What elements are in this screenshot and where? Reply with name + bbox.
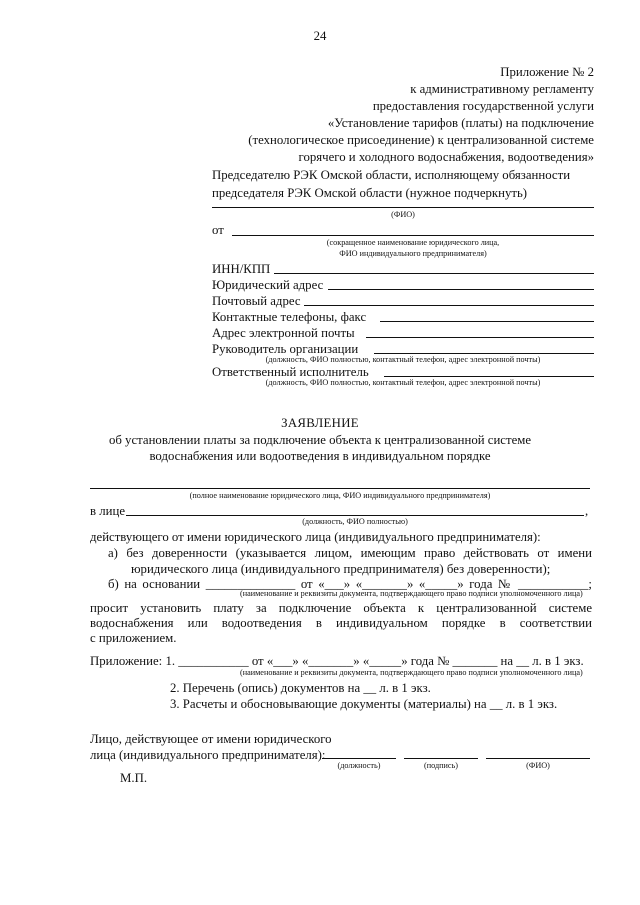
option-a-line-2: юридического лица (индивидуального предпринимателя) без доверенности); bbox=[131, 562, 551, 576]
from-caption-2: ФИО индивидуального предпринимателя) bbox=[339, 249, 487, 258]
acting-text: действующего от имени юридического лица (индивидуального предпринимателя): bbox=[90, 530, 541, 544]
position-field[interactable] bbox=[322, 758, 396, 759]
from-caption-1: (сокращенное наименование юридического лица, bbox=[326, 238, 500, 247]
applicant-name-caption: (полное наименование юридического лица, ФИО индивидуального предпринимателя) bbox=[189, 491, 491, 500]
annex-line-1: Приложение № 2 bbox=[500, 65, 594, 79]
postal-address-field[interactable] bbox=[304, 305, 594, 306]
page-number: 24 bbox=[313, 29, 327, 43]
annex-line-6: горячего и холодного водоснабжения, водоотведения» bbox=[298, 150, 594, 164]
legal-address-field[interactable] bbox=[328, 289, 594, 290]
head-field[interactable] bbox=[374, 353, 594, 354]
annex-line-2: к административному регламенту bbox=[410, 82, 594, 96]
in-person-label: в лице bbox=[90, 504, 126, 518]
statement-heading: ЗАЯВЛЕНИЕ bbox=[281, 416, 359, 430]
statement-subtitle-1: об установлении платы за подключение объекта к централизованной системе bbox=[108, 433, 532, 447]
addressee-line-2: председателя РЭК Омской области (нужное подчеркнуть) bbox=[212, 186, 528, 200]
signature-field[interactable] bbox=[404, 758, 478, 759]
addressee-line-1: Председателю РЭК Омской области, исполняющему обязанности bbox=[212, 168, 571, 182]
legal-address-label: Юридический адрес bbox=[212, 278, 324, 292]
stamp-label: М.П. bbox=[120, 771, 148, 785]
email-label: Адрес электронной почты bbox=[212, 326, 355, 340]
appendix-item-1-caption: (наименование и реквизиты документа, подтверждающего право подписи уполномоченного лица) bbox=[240, 668, 583, 677]
request-line-1: просит установить плату за подключение объекта к централизованной системе bbox=[90, 601, 592, 615]
head-caption: (должность, ФИО полностью, контактный телефон, адрес электронной почты) bbox=[265, 355, 541, 364]
statement-subtitle-2: водоснабжения или водоотведения в индивидуальном порядке bbox=[149, 449, 491, 463]
request-line-3: с приложением. bbox=[90, 631, 177, 645]
inn-label: ИНН/КПП bbox=[212, 262, 271, 276]
request-line-2: водоснабжения или водоотведения в индивидуальном порядке в соответствии bbox=[90, 616, 592, 630]
inn-field[interactable] bbox=[274, 273, 594, 274]
fio-field[interactable] bbox=[486, 758, 590, 759]
fio-caption: (ФИО) bbox=[391, 210, 415, 219]
head-label: Руководитель организации bbox=[212, 342, 359, 356]
fio-signature-caption: (ФИО) bbox=[526, 761, 550, 770]
from-line[interactable] bbox=[232, 235, 594, 236]
in-person-caption: (должность, ФИО полностью) bbox=[302, 517, 408, 526]
email-field[interactable] bbox=[366, 337, 594, 338]
option-b-caption: (наименование и реквизиты документа, подтверждающего право подписи уполномоченного лица) bbox=[240, 589, 583, 598]
addressee-fio-line[interactable] bbox=[212, 207, 594, 208]
signature-caption: (подпись) bbox=[424, 761, 458, 770]
phones-field[interactable] bbox=[380, 321, 594, 322]
executor-label: Ответственный исполнитель bbox=[212, 365, 369, 379]
postal-address-label: Почтовый адрес bbox=[212, 294, 301, 308]
annex-line-3: предоставления государственной услуги bbox=[372, 99, 594, 113]
executor-field[interactable] bbox=[384, 376, 594, 377]
appendix-item-2: 2. Перечень (опись) документов на __ л. в 1 экз. bbox=[170, 681, 431, 695]
applicant-name-field[interactable] bbox=[90, 488, 590, 489]
option-b-line: б) на основании ______________ от «___» «_______» «_____» года № ___________; bbox=[108, 577, 592, 591]
in-person-comma: , bbox=[585, 504, 589, 518]
option-a-line-1: а) без доверенности (указывается лицом, имеющим право действовать от имени bbox=[108, 546, 592, 560]
appendix-item-3: 3. Расчеты и обосновывающие документы (материалы) на __ л. в 1 экз. bbox=[170, 697, 558, 711]
phones-label: Контактные телефоны, факс bbox=[212, 310, 367, 324]
executor-caption: (должность, ФИО полностью, контактный телефон, адрес электронной почты) bbox=[265, 378, 541, 387]
signatory-line-1: Лицо, действующее от имени юридического bbox=[90, 732, 332, 746]
appendix-item-1: Приложение: 1. ___________ от «___» «_______» «_____» года № _______ на __ л. в 1 экз. bbox=[90, 654, 584, 668]
from-label: от bbox=[212, 223, 224, 237]
signatory-line-2: лица (индивидуального предпринимателя): bbox=[90, 748, 326, 762]
annex-line-5: (технологическое присоединение) к централизованной системе bbox=[248, 133, 594, 147]
position-caption: (должность) bbox=[337, 761, 381, 770]
annex-line-4: «Установление тарифов (платы) на подключение bbox=[327, 116, 594, 130]
in-person-field[interactable] bbox=[126, 515, 584, 516]
